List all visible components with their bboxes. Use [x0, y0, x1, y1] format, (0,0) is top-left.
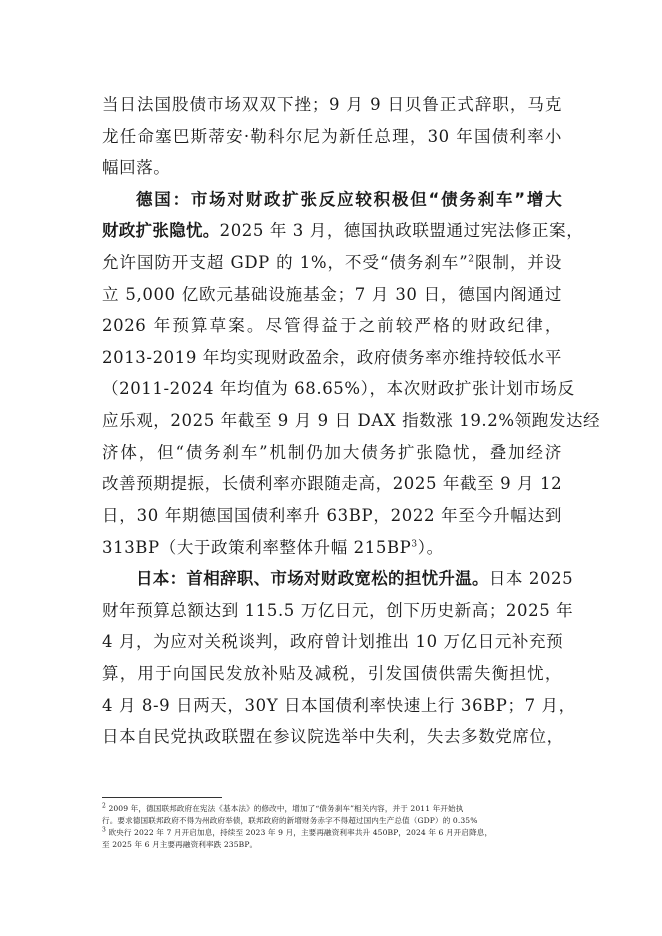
- body-line: （2011-2024 年均值为 68.65%），本次财政扩张计划市场反: [102, 379, 575, 398]
- body-line: 改善预期提振，长债利率亦跟随走高，2025 年截至 9 月 12: [102, 474, 563, 493]
- body-line: [102, 538, 562, 558]
- footnote-2-line: 行。要求德国联邦政府不得为州政府举债，联邦政府的新增财务赤字不得超过国内生产总值（GDP）的 0.35%: [102, 816, 478, 825]
- footnote-divider: [102, 797, 222, 798]
- body-text: 日本 2025: [488, 569, 574, 588]
- footnote-3-line: 至 2025 年 6 月主要再融资利率跌 235BP。: [102, 840, 258, 849]
- body-text: 2025 年 3 月，德国执政联盟通过宪法修正案，: [219, 221, 584, 240]
- body-text: 限制，并设: [474, 253, 562, 272]
- body-line: [102, 253, 562, 273]
- body-line: [136, 569, 574, 589]
- body-line: 龙任命塞巴斯蒂安·勒科尔尼为新任总理，30 年国债利率小: [102, 127, 562, 146]
- section-heading-japan: 日本：首相辞职、市场对财政宽松的担忧升温。: [136, 569, 489, 588]
- body-line: 4 月 8-9 日两天，30Y 日本国债利率快速上行 36BP；7 月，: [102, 696, 576, 715]
- body-line: 幅回落。: [102, 158, 171, 177]
- body-line: [102, 221, 584, 241]
- body-line: 济体，但“债务刹车”机制仍加大债务扩张隐忧，叠加经济: [102, 443, 562, 462]
- body-line: 算，用于向国民发放补贴及减税，引发国债供需失衡担忧，: [102, 664, 562, 683]
- footnote-text: 2009 年，德国联邦政府在宪法《基本法》的修改中，增加了“债务刹车”相关内容，并于 2011 年开始执: [108, 804, 464, 813]
- body-line: 2026 年预算草案。尽管得益于之前较严格的财政纪律，: [102, 316, 562, 335]
- footnote-ref: 2: [468, 254, 475, 265]
- footnote-3-line: [102, 827, 562, 839]
- body-line: 4 月，为应对关税谈判，政府曾计划推出 10 万亿日元补充预: [102, 632, 564, 651]
- body-line: 日本自民党执政联盟在参议院选举中失利，失去多数党席位，: [102, 727, 564, 746]
- footnote-mark: 3: [102, 826, 106, 834]
- body-line: 财年预算总额达到 115.5 万亿日元，创下历史新高；2025 年: [102, 601, 574, 620]
- footnote-2-line: [102, 803, 562, 815]
- body-line: 日，30 年期德国国债利率升 63BP，2022 年至今升幅达到: [102, 506, 562, 525]
- body-line: 应乐观，2025 年截至 9 月 9 日 DAX 指数涨 19.2%领跑发达经: [102, 411, 601, 430]
- footnote-mark: 2: [102, 802, 106, 810]
- footnote-ref: 3: [411, 539, 418, 550]
- body-text: 允许国防开支超 GDP 的 1%，不受“债务刹车”: [102, 253, 469, 272]
- body-line: 2013-2019 年均实现财政盈余，政府债务率亦维持较低水平: [102, 348, 562, 367]
- body-line: 立 5,000 亿欧元基础设施基金；7 月 30 日，德国内阁通过: [102, 285, 562, 304]
- body-line: 当日法国股债市场双双下挫；9 月 9 日贝鲁正式辞职，马克: [102, 95, 562, 114]
- body-text: 313BP（大于政策利率整体升幅 215BP: [102, 538, 412, 557]
- section-heading-germany-cont: 财政扩张隐忧。: [102, 221, 220, 240]
- body-text: ）。: [417, 538, 444, 557]
- section-heading-germany: 德国：市场对财政扩张反应较积极但“债务刹车”增大: [136, 190, 562, 209]
- footnote-text: 欧央行 2022 年 7 月开启加息，持续至 2023 年 9 月，主要再融资利率共升 450BP，2024 年 6 月开启降息，: [108, 828, 493, 837]
